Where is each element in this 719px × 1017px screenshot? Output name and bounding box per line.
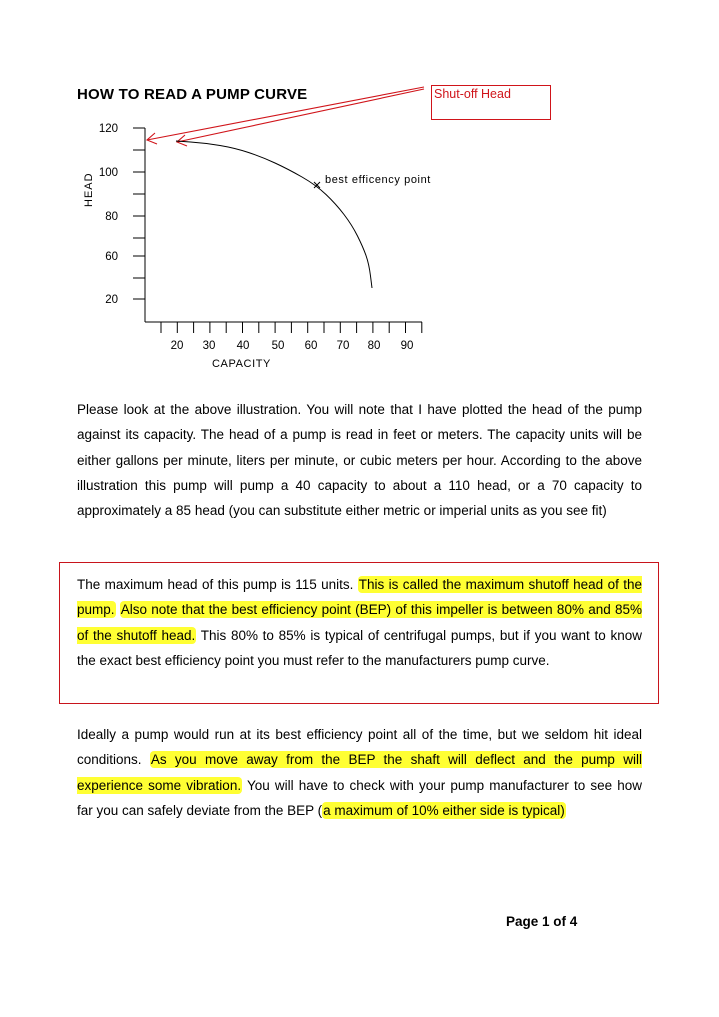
y-tick-label: 60 <box>105 251 118 263</box>
y-tick-label: 80 <box>105 211 118 223</box>
pump-curve-chart <box>0 0 719 400</box>
pump-curve-line <box>176 141 372 288</box>
x-tick-label: 30 <box>202 340 216 352</box>
x-tick-label: 60 <box>304 340 318 352</box>
paragraph-shutoff: The maximum head of this pump is 115 units. This is called the maximum shutoff head of the pump. Also note that the best efficiency point (BEP) of this impeller is between 80% and 85% of the shutoff head. This 80% to 85% is typical of centrifugal pumps, but if you want to know the exact best efficiency point you must refer to the manufacturers pump curve. <box>77 577 642 668</box>
x-axis-label: CAPACITY <box>212 358 271 370</box>
callout-arrow <box>177 89 424 142</box>
chart-axes <box>145 128 422 322</box>
page-title: HOW TO READ A PUMP CURVE <box>77 86 308 103</box>
page-number: Page 1 of 4 <box>506 914 578 929</box>
x-tick-label: 90 <box>400 340 414 352</box>
x-tick-label: 20 <box>170 340 184 352</box>
callout-label: Shut-off Head <box>434 87 511 101</box>
paragraph-intro: Please look at the above illustration. You will note that I have plotted the head of the pump against its capacity. The head of a pump is read in feet or meters. The capacity units will be either gallons per minute, liters per minute, or cubic meters per hour. According to the above illustration this pump will pump a 40 capacity to about a 110 head, or a 70 capacity to approximately a 85 head (you can substitute either metric or imperial units as you see fit) <box>77 402 642 519</box>
x-tick-label: 50 <box>271 340 285 352</box>
bep-annotation <box>314 174 431 188</box>
callout-arrow <box>147 87 424 140</box>
x-axis-ticks <box>161 322 422 352</box>
x-tick-label: 70 <box>336 340 350 352</box>
callout-arrows <box>147 87 424 146</box>
y-tick-label: 120 <box>98 123 118 135</box>
highlight-bep: Also note that the best efficiency point (BEP) of this impeller is between 80% and 85% of the shutoff head. <box>77 602 642 643</box>
y-axis-label: HEAD <box>83 172 95 207</box>
bep-label: best efficency point <box>325 174 431 186</box>
y-axis-ticks <box>99 123 145 306</box>
highlight-vibration: As you move away from the BEP the shaft will deflect and the pump will experience some vibration. <box>77 752 642 793</box>
highlight-shutoff: This is called the maximum shutoff head of the pump. <box>77 577 642 618</box>
highlight-typical: a maximum of 10% either side is typical) <box>323 802 565 818</box>
y-tick-label: 20 <box>105 294 118 306</box>
x-tick-label: 80 <box>367 340 381 352</box>
x-tick-label: 40 <box>236 340 250 352</box>
paragraph-bep: Ideally a pump would run at its best efficiency point all of the time, but we seldom hit ideal conditions. As you move away from the BEP the shaft will deflect and the pump will experience some vibration. You will have to check with your pump manufacturer to see how far you can safely deviate from the BEP (a maximum of 10% either side is typical) <box>77 727 642 818</box>
y-tick-label: 100 <box>98 167 118 179</box>
